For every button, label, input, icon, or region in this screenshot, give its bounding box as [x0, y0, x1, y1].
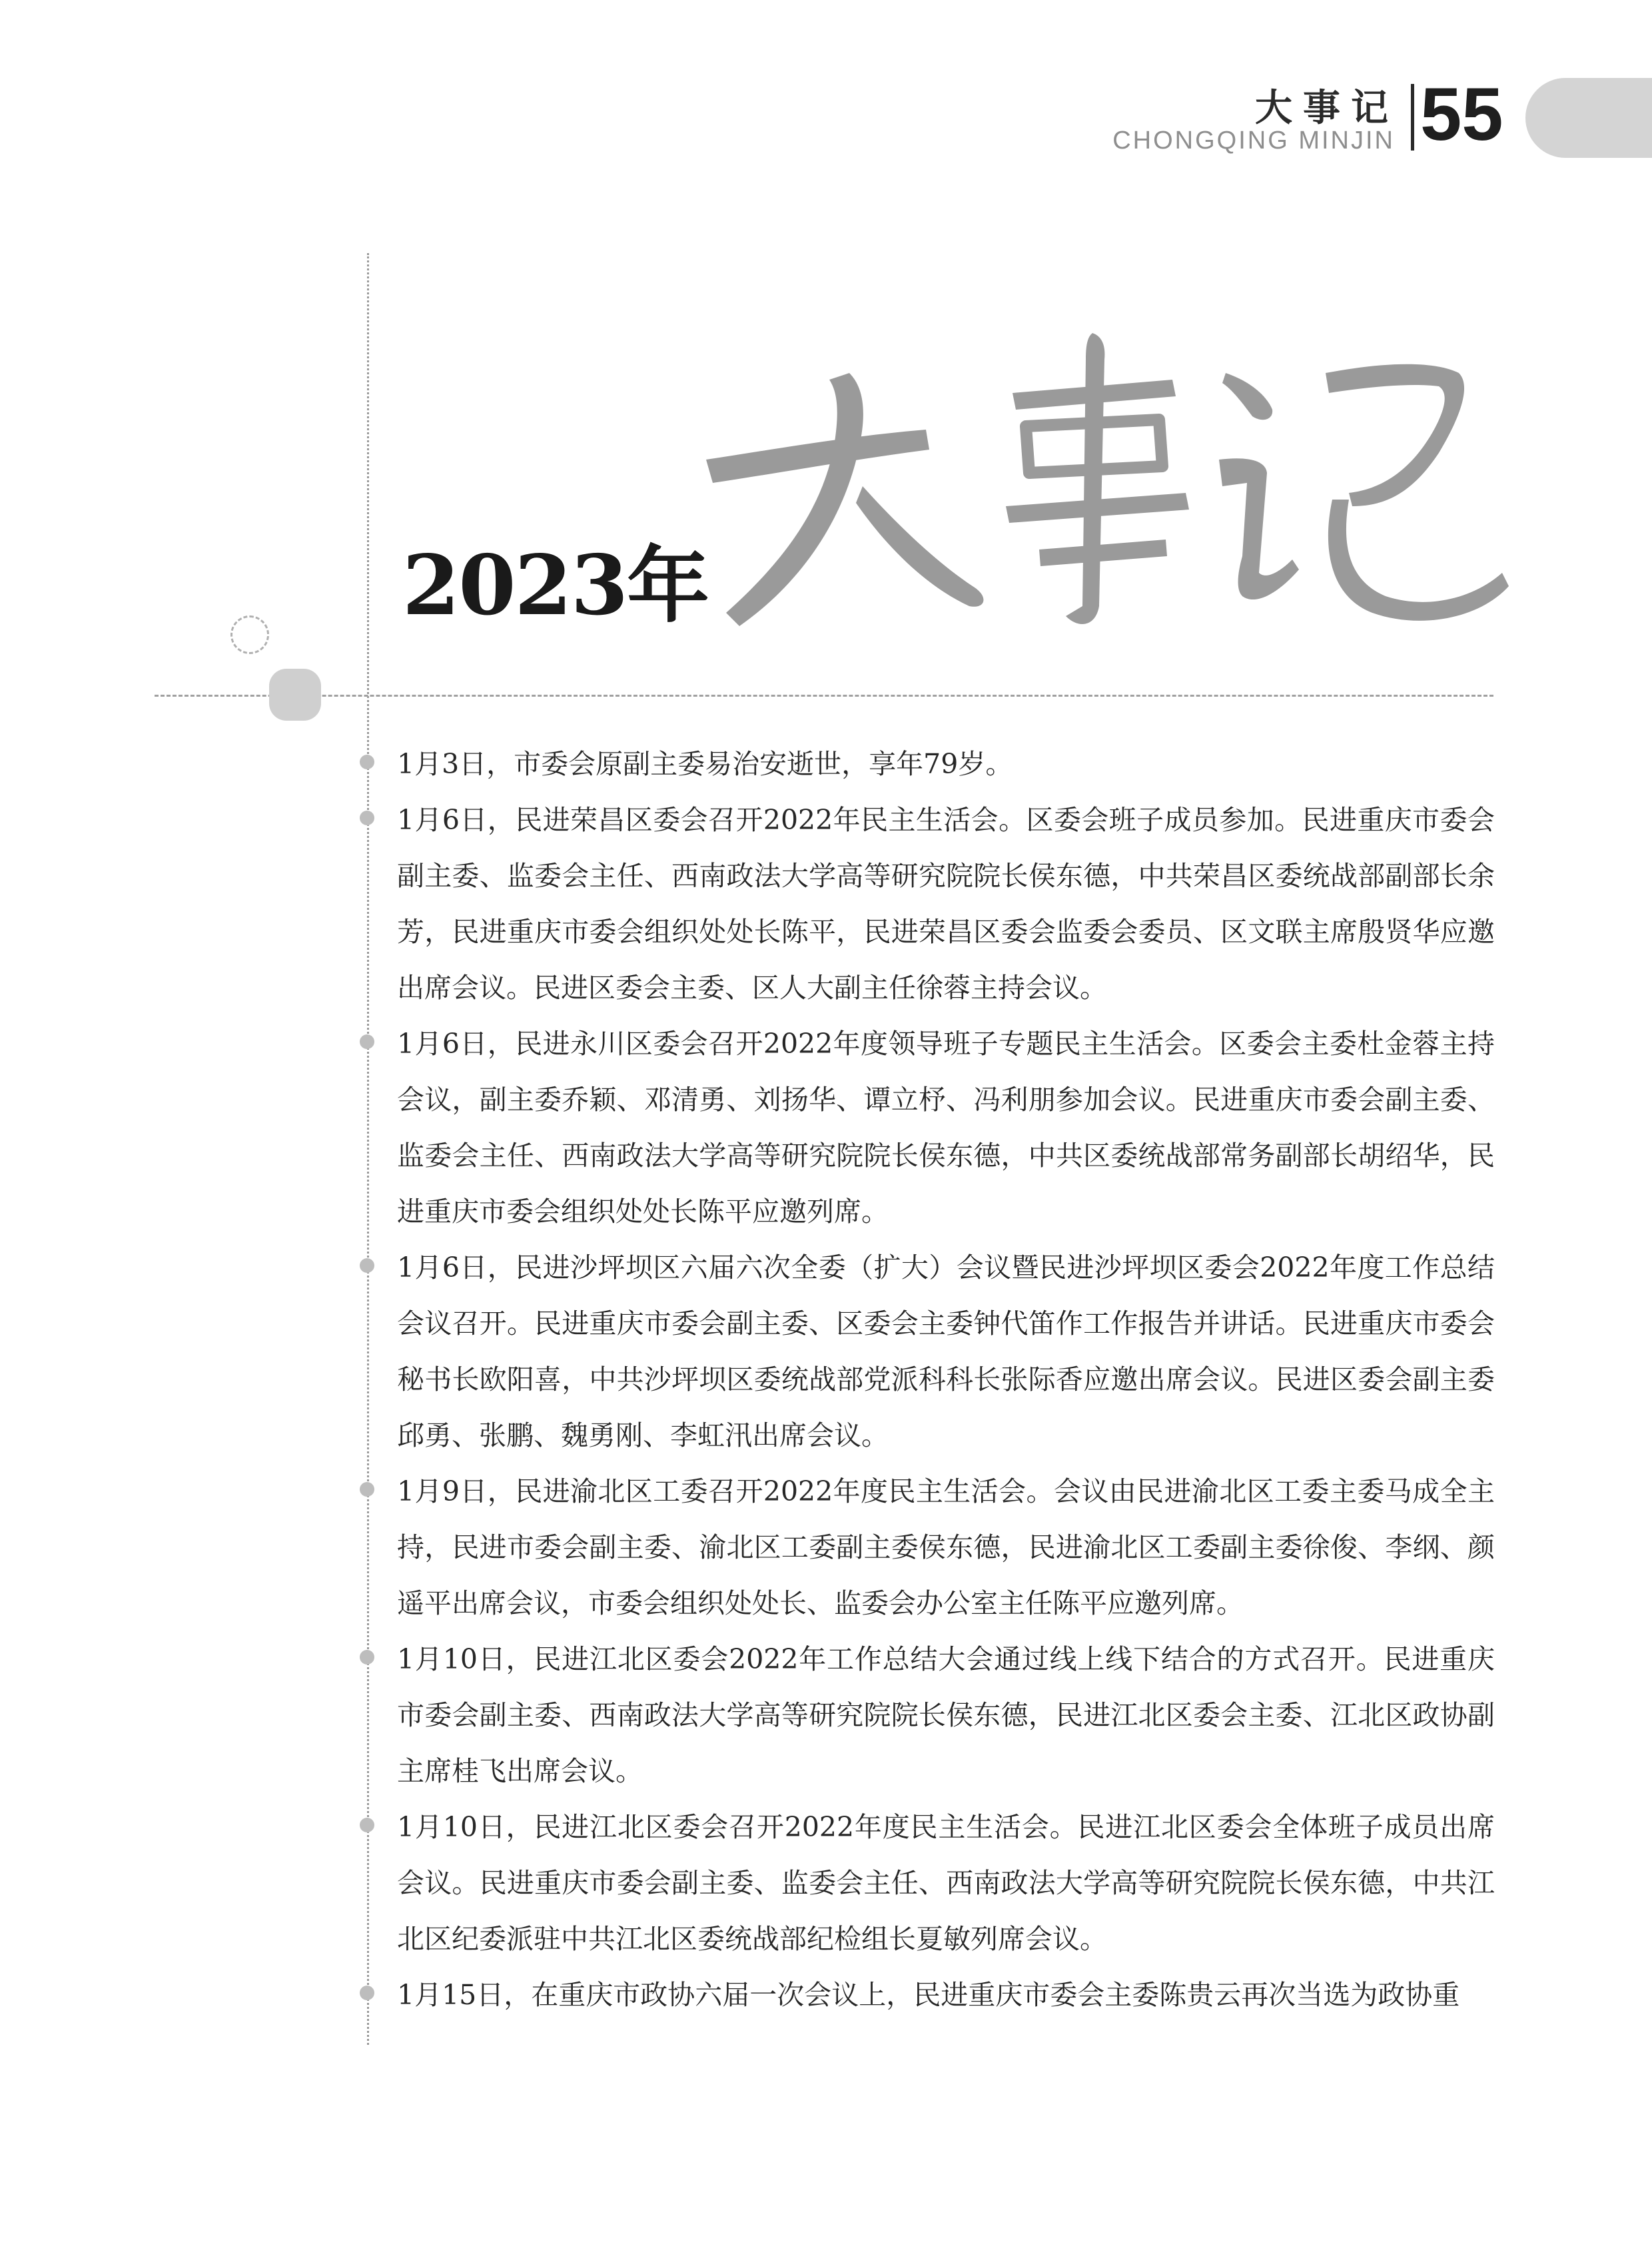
chronicle-entry [0, 1463, 1652, 1631]
chronicle-entry [0, 736, 1652, 792]
running-header-subtitle: CHONGQING MINJIN [1112, 127, 1395, 155]
calligraphy-title-graphic [693, 293, 1512, 639]
timeline-horizontal-line [155, 695, 1493, 697]
chronicle-entry [0, 792, 1652, 1016]
page-number: 55 [1420, 73, 1503, 156]
timeline-bullet [360, 1818, 374, 1832]
entry-text: 1月6日，民进永川区委会召开2022年度领导班子专题民主生活会。区委会主委杜金蓉主持会议，副主委乔颖、邓清勇、刘扬华、谭立杼、冯利朋参加会议。民进重庆市委会副主委、监委会主任、西南政法大学高等研究院院长侯东德，中共区委统战部常务副部长胡绍华，民进重庆市委会组织处处长陈平应邀列席。 [397, 1028, 1495, 1228]
chronicle-entry [0, 1016, 1652, 1240]
timeline-bullet [360, 1986, 374, 2000]
entry-text: 1月6日，民进荣昌区委会召开2022年民主生活会。区委会班子成员参加。民进重庆市委会副主委、监委会主任、西南政法大学高等研究院院长侯东德，中共荣昌区委统战部副部长余芳，民进重庆市委会组织处处长陈平，民进荣昌区委会监委会委员、区文联主席殷贤华应邀出席会议。民进区委会主委、区人大副主任徐蓉主持会议。 [397, 804, 1495, 1004]
timeline-bullet [360, 1650, 374, 1665]
timeline-bullet [360, 755, 374, 769]
chronicle-entry [0, 1799, 1652, 1967]
chronicle-entry-list [0, 736, 1652, 2023]
entry-text: 1月10日，民进江北区委会2022年工作总结大会通过线上线下结合的方式召开。民进重庆市委会副主委、西南政法大学高等研究院院长侯东德，民进江北区委会主委、江北区政协副主席桂飞出席会议。 [397, 1643, 1495, 1787]
entry-text: 1月10日，民进江北区委会召开2022年度民主生活会。民进江北区委会全体班子成员出席会议。民进重庆市委会副主委、监委会主任、西南政法大学高等研究院院长侯东德，中共江北区纪委派驻中共江北区委统战部纪检组长夏敏列席会议。 [397, 1811, 1495, 1955]
entry-text: 1月3日，市委会原副主委易治安逝世，享年79岁。 [397, 748, 1013, 780]
entry-text: 1月15日，在重庆市政协六届一次会议上，民进重庆市委会主委陈贵云再次当选为政协重 [397, 1979, 1460, 2011]
chronicle-entry [0, 1967, 1652, 2023]
running-header-title: 大事记 [1255, 87, 1399, 130]
page-tab [1525, 78, 1652, 158]
header-divider [1411, 84, 1414, 151]
dashed-circle-ornament [230, 615, 269, 654]
timeline-bullet [360, 811, 374, 825]
timeline-bullet [360, 1482, 374, 1497]
entry-text: 1月9日，民进渝北区工委召开2022年度民主生活会。会议由民进渝北区工委主委马成全主持，民进市委会副主委、渝北区工委副主委侯东德，民进渝北区工委副主委徐俊、李纲、颜遥平出席会议，市委会组织处处长、监委会办公室主任陈平应邀列席。 [397, 1475, 1495, 1619]
timeline-bullet [360, 1258, 374, 1273]
year-heading: 2023年 [402, 538, 709, 634]
entry-text: 1月6日，民进沙坪坝区六届六次全委（扩大）会议暨民进沙坪坝区委会2022年度工作总结会议召开。民进重庆市委会副主委、区委会主委钟代笛作工作报告并讲话。民进重庆市委会秘书长欧阳喜，中共沙坪坝区委统战部党派科科长张际香应邀出席会议。民进区委会副主委邱勇、张鹏、魏勇刚、李虹汛出席会议。 [397, 1252, 1495, 1451]
timeline-hub [269, 669, 321, 721]
timeline-bullet [360, 1034, 374, 1049]
chronicle-entry [0, 1240, 1652, 1463]
chronicle-entry [0, 1631, 1652, 1799]
